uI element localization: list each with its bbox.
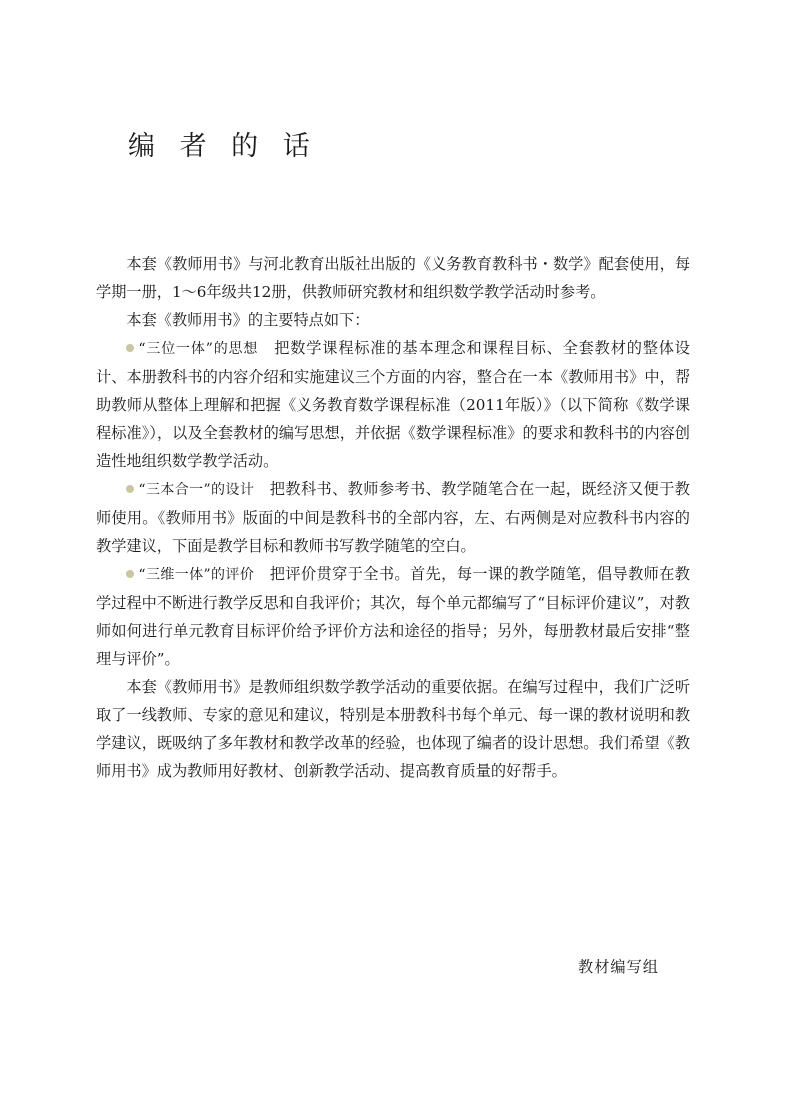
- feature-paragraph: [96, 475, 690, 560]
- feature-text: 把评价贯穿于全书。首先，每一课的教学随笔，倡导教师在教学过程中不断进行教学反思和自我评价；其次，每个单元都编写了“目标评价建议”，对教师如何进行单元教育目标评价给予评价方法和途径的指导；另外，每册教材最后安排“整理与评价”。: [96, 565, 690, 668]
- feature-text: 把教科书、教师参考书、教学随笔合在一起，既经济又便于教师使用。《教师用书》版面的中间是教科书的全部内容，左、右两侧是对应教科书内容的教学建议，下面是教学目标和教师书写教学随笔的空白。: [96, 480, 690, 555]
- dot-bullet-icon: [126, 344, 134, 352]
- signature: 教材编写组: [578, 958, 659, 976]
- dot-bullet-icon: [126, 485, 134, 493]
- body-text: [96, 250, 690, 785]
- feature-lead: “三本合一”的设计: [138, 482, 255, 498]
- features-intro-paragraph: 本套《教师用书》的主要特点如下：: [126, 311, 370, 329]
- feature-paragraph: [96, 560, 690, 673]
- feature-lead: “三维一体”的评价: [138, 567, 255, 583]
- closing-paragraph: 本套《教师用书》是教师组织数学教学活动的重要依据。在编写过程中，我们广泛听取了一线教师、专家的意见和建议，特别是本册教科书每个单元、每一课的教材说明和教学建议，既吸纳了多年教材和教学改革的经验，也体现了编者的设计思想。我们希望《教师用书》成为教师用好教材、创新教学活动、提高教育质量的好帮手。: [96, 678, 690, 780]
- intro-paragraph: 本套《教师用书》与河北教育出版社出版的《义务教育教科书・数学》配套使用，每学期一册，1～6年级共12册，供教师研究教材和组织数学教学活动时参考。: [96, 255, 690, 301]
- page-title: 编 者 的 话: [128, 131, 318, 162]
- feature-lead: “三位一体”的思想: [138, 341, 259, 357]
- feature-paragraph: [96, 334, 690, 475]
- dot-bullet-icon: [126, 570, 134, 578]
- feature-text: 把数学课程标准的基本理念和课程目标、全套教材的整体设计、本册教科书的内容介绍和实施建议三个方面的内容，整合在一本《教师用书》中，帮助教师从整体上理解和把握《义务教育数学课程标准（2011年版）》（以下简称《数学课程标准》），以及全套教材的编写思想，并依据《数学课程标准》的要求和教科书的内容创造性地组织数学教学活动。: [96, 339, 690, 470]
